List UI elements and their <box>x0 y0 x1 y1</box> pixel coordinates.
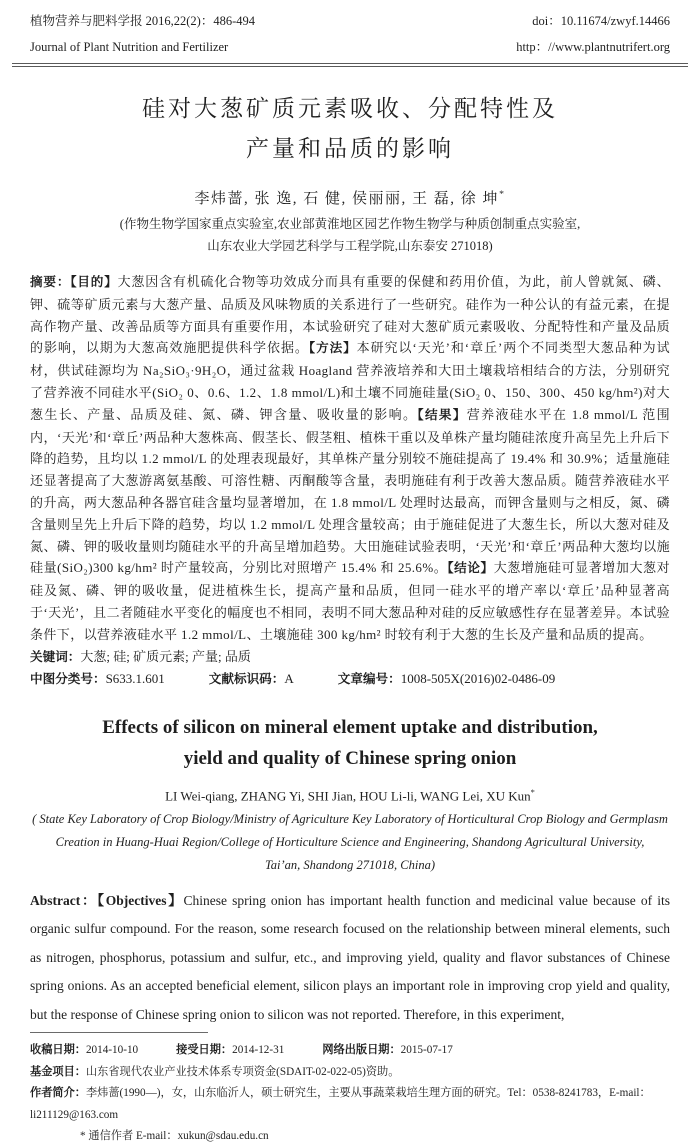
abstract-zh-objectives-label: 【目的】 <box>70 275 118 289</box>
accepted-label: 接受日期： <box>176 1044 233 1057</box>
article-title-zh-line1: 硅对大葱矿质元素吸收、分配特性及 <box>142 96 558 121</box>
abstract-zh-methods-text: 本研究以‘天光’和‘章丘’两个不同类型大葱品种为试材，供试硅源均为 Na₂SiO₃·9H₂O，通过盆栽 Hoagland 营养液培养和大田土壤栽培相结合的方法，分别研究了营养液不同硅水平(SiO₂ 0、0.6、1.2、1.8 mmol/L)和土壤不同施硅量(SiO₂ 0、150、300、450 kg/hm²)对大葱生长、产量、品质及硅、氮、磷、钾含量、吸收量的影响。 <box>30 340 670 422</box>
received-value: 2014-10-10 <box>85 1044 139 1057</box>
article-id-value: 1008-505X(2016)02-0486-09 <box>400 670 556 686</box>
affiliation-en-line2: Creation in Huang-Huai Region/College of Horticulture Science and Engineering, Shandong Agricultural University, <box>55 834 645 849</box>
article-id-group <box>338 671 556 686</box>
affiliation-en <box>30 808 670 877</box>
abstract-en-objectives-label: 【Objectives】 <box>97 892 184 908</box>
footnote-divider <box>30 1032 208 1033</box>
online-label: 网络出版日期： <box>322 1044 401 1057</box>
abstract-zh-objectives-text: 大葱因含有机硫化合物等功效成分而具有重要的保健和药用价值，为此，前人曾就氮、磷、钾、硫等矿质元素与大葱产量、品质及风味物质的关系进行了一些研究。硅作为一种公认的有益元素，在提高作物产量、改善品质等方面具有重要作用，本试验研究了硅对大葱矿质元素吸收、分配特性和产量及品质的影响，以期为大葱高效施肥提供科学依据。 <box>30 274 670 356</box>
journal-header-right <box>516 8 670 60</box>
journal-header <box>30 8 670 60</box>
doc-code-label: 文献标识码： <box>208 671 285 686</box>
journal-title-en: Journal of Plant Nutrition and Fertilizer <box>30 40 229 54</box>
author-bio-line <box>30 1083 670 1126</box>
article-title-zh-line2: 产量和品质的影响 <box>246 136 454 161</box>
fund-text: 山东省现代农业产业技术体系专项资金(SDAIT-02-022-05)资助。 <box>85 1065 400 1078</box>
affiliation-en-line3: Tai’an, Shandong 271018, China) <box>264 857 436 872</box>
article-title-en <box>30 712 670 774</box>
corresponding-author-line: * 通信作者 E-mail：xukun@sdau.edu.cn <box>80 1130 269 1143</box>
classification-line <box>30 668 670 690</box>
bio-label: 作者简介： <box>30 1087 86 1100</box>
abstract-en <box>30 887 670 1030</box>
article-title-en-line1: Effects of silicon on mineral element uptake and distribution, <box>102 716 598 738</box>
affiliation-en-line1: ( State Key Laboratory of Crop Biology/Ministry of Agriculture Key Laboratory of Horticultural Crop Biology and Germplasm <box>32 811 668 826</box>
abstract-zh-conclusions-text: 大葱增施硅可显著增加大葱对硅及氮、磷、钾的吸收量，促进植株生长，提高产量和品质，但同一硅水平的增产率以‘章丘’品种显著高于‘天光’，且二者随硅水平变化的幅度也不相同，表明不同大葱品种对硅的反应敏感性存在显著差异。本试验条件下，以营养液硅水平 1.2 mmol/L、土壤施硅 300 kg/hm² 时较有利于大葱的生长及产量和品质的提高。 <box>30 560 670 642</box>
abstract-zh-conclusions-label: 【结论】 <box>447 561 494 576</box>
abstract-zh-results-label: 【结果】 <box>417 407 467 422</box>
clc-group <box>30 671 165 686</box>
dates-line <box>30 1040 670 1062</box>
authors-zh <box>30 187 670 208</box>
authors-zh-names: 李炜蔷, 张 逸, 石 健, 侯丽丽, 王 磊, 徐 坤 <box>194 191 500 207</box>
keywords-label: 关键词： <box>30 649 81 664</box>
corresponding-author-mark-en: * <box>530 786 535 797</box>
article-title-zh <box>30 89 670 169</box>
journal-title-zh: 植物营养与肥料学报 2016,22(2)：486-494 <box>30 14 255 28</box>
fund-label: 基金项目： <box>30 1065 86 1078</box>
doc-code-group <box>209 671 294 686</box>
accepted-value: 2014-12-31 <box>232 1044 285 1057</box>
corresponding-author-mark: * <box>499 189 506 200</box>
received-date-group <box>30 1044 138 1056</box>
header-divider <box>12 63 688 67</box>
fund-line <box>30 1062 670 1084</box>
journal-url: http：//www.plantnutrifert.org <box>516 40 670 54</box>
abstract-en-text: Chinese spring onion has important health function and medicinal value because of its organic sulfur compound. For the reason, some research focused on the relationship between mineral elements, such as nitrogen, phosphorus, potassium and sulfur, etc., and improving yield, quality and flavor substances of Chinese spring onions. As an accepted beneficial element, silicon plays an important role in improving crop yield and quality, but the response of Chinese spring onion to silicon was not reported. Therefore, in this experiment, <box>30 892 670 1022</box>
authors-en <box>30 787 670 804</box>
doi-text: doi：10.11674/zwyf.14466 <box>532 14 670 28</box>
article-title-en-line2: yield and quality of Chinese spring onion <box>183 747 517 769</box>
online-value: 2015-07-17 <box>400 1044 453 1057</box>
authors-en-names: LI Wei-qiang, ZHANG Yi, SHI Jian, HOU Li-li, WANG Lei, XU Kun <box>165 787 531 803</box>
abstract-en-label: Abstract： <box>30 892 98 908</box>
keywords-text: 大葱; 硅; 矿质元素; 产量; 品质 <box>80 648 251 664</box>
abstract-zh-results-text: 营养液硅水平在 1.8 mmol/L 范围内，‘天光’和‘章丘’两品种大葱株高、假茎长、假茎粗、植株干重以及单株产量均随硅浓度升高呈先上升后下降的趋势，且均以 1.2 mmol/L 的处理表现最好，其单株产量分别较不施硅提高了 19.4% 和 30.9%；适量施硅还显著提高了大葱游离氨基酸、可溶性糖、丙酮酸等含量，表明施硅有利于改善大葱品质。随营养液硅水平的升高，两大葱品种各器官硅含量均显著增加，在 1.8 mmol/L 处理时达最高，而钾含量则与之相反，氮、磷含量则呈先上升后下降的趋势，均以 1.2 mmol/L 处理含量较高；由于施硅促进了大葱生长，所以大葱对硅及氮、磷、钾的吸收量则均随硅水平的升高呈增加趋势。大田施硅试验表明，‘天光’和‘章丘’两品种大葱均以施硅量(SiO₂)300 kg/hm² 时产量较高，分别比对照增产 15.4% 和 25.6%。 <box>30 406 670 576</box>
clc-label: 中图分类号： <box>30 671 106 686</box>
abstract-zh <box>30 271 670 646</box>
keywords-line <box>30 646 670 668</box>
affiliation-zh <box>30 213 670 257</box>
affiliation-zh-line2: 山东农业大学园艺科学与工程学院,山东泰安 271018) <box>207 239 493 253</box>
received-label: 收稿日期： <box>30 1044 86 1057</box>
bio-text: 李炜蔷(1990—)，女，山东临沂人，硕士研究生，主要从事蔬菜栽培生理方面的研究。Tel：0538-8241783，E-mail：li211129@163.com <box>30 1087 651 1121</box>
doc-code-value: A <box>284 670 294 686</box>
abstract-zh-methods-label: 【方法】 <box>308 341 357 356</box>
accepted-date-group <box>176 1044 284 1056</box>
journal-header-left <box>30 8 255 60</box>
online-date-group <box>322 1044 453 1056</box>
affiliation-zh-line1: (作物生物学国家重点实验室,农业部黄淮地区园艺作物生物学与种质创制重点实验室, <box>119 217 581 231</box>
abstract-zh-label: 摘要： <box>30 275 71 289</box>
article-id-label: 文章编号： <box>337 671 401 686</box>
footnote-block <box>30 1040 670 1148</box>
clc-value: S633.1.601 <box>105 670 165 686</box>
